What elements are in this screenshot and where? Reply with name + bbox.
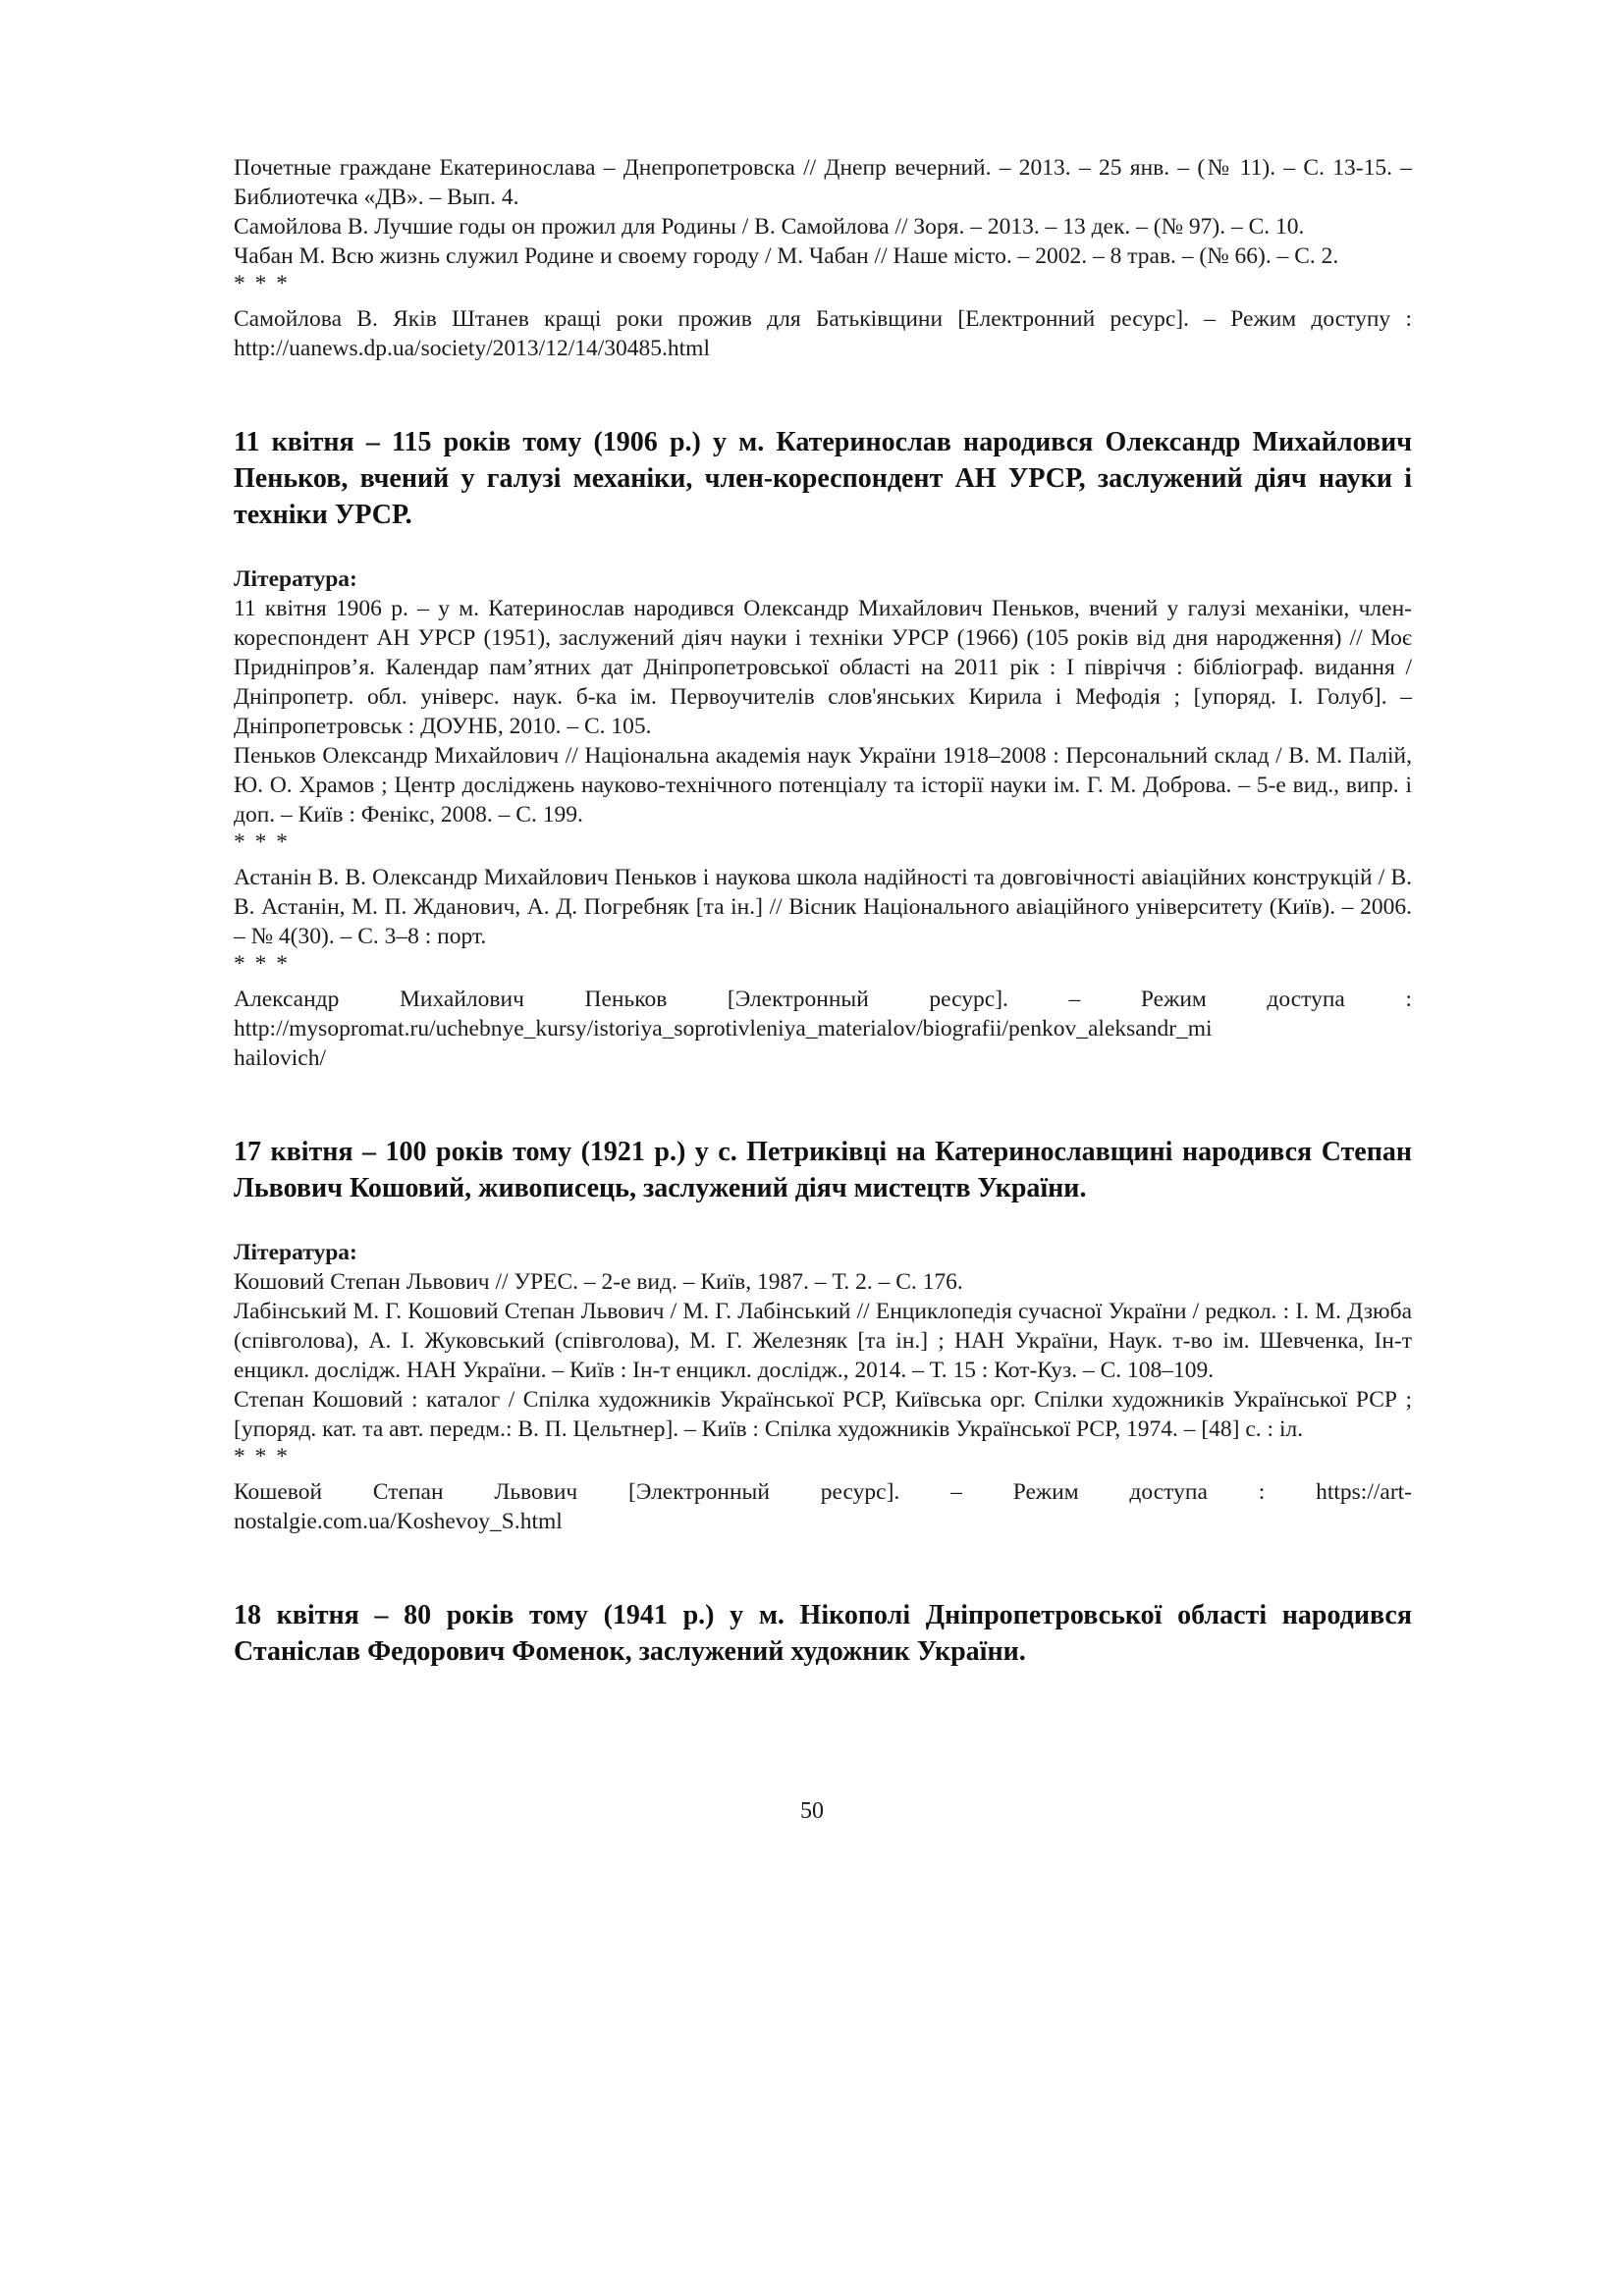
reference-entry: Чабан М. Всю жизнь служил Родине и своему городу / М. Чабан // Наше місто. – 2002. – 8 трав. – (№ 66). – С. 2. bbox=[234, 243, 1339, 269]
section-penkov bbox=[234, 424, 1412, 1073]
separator: * * * bbox=[234, 829, 290, 855]
reference-entry: Пеньков Олександр Михайлович // Національна академія наук України 1918–2008 : Персональний склад / В. М. Палій, Ю. О. Храмов ; Центр досліджень науково-технічного потенціалу та історії науки ім. Г. М. Доброва. – 5-е вид., випр. і доп. – Київ : Фенікс, 2008. – С. 199. bbox=[234, 743, 1412, 828]
separator: * * * bbox=[234, 951, 290, 977]
top-references bbox=[234, 153, 1412, 363]
web-reference-url: http://mysopromat.ru/uchebnye_kursy/istoriya_soprotivleniya_materialov/biografii/penkov_aleksandr_mi bbox=[234, 1016, 1213, 1041]
reference-entry: 11 квітня 1906 р. – у м. Катеринослав народився Олександр Михайлович Пеньков, вчений у галузі механіки, член-кореспондент АН УРСР (1951), заслужений діяч науки і техніки УРСР (1966) (105 років від дня народження) // Моє Придніпров’я. Календар пам’ятних дат Дніпропетровської області на 2011 рік : І півріччя : бібліограф. видання / Дніпропетр. обл. універс. наук. б-ка ім. Первоучителів слов'янських Кирила і Мефодія ; [упоряд. І. Голуб]. – Дніпропетровськ : ДОУНБ, 2010. – С. 105. bbox=[234, 596, 1412, 739]
reference-entry: Степан Кошовий : каталог / Спілка художників Української РСР, Київська орг. Спілки художників Української РСР ; [упоряд. кат. та авт. передм.: В. П. Цельтнер]. – Київ : Спілка художників Української РСР, 1974. – [48] с. : іл. bbox=[234, 1387, 1412, 1442]
event-heading: 17 квітня – 100 років тому (1921 р.) у с. Петриківці на Катеринославщині народився Степан Львович Кошовий, живописець, заслужений діяч мистецтв України. bbox=[234, 1137, 1412, 1203]
page-number: 50 bbox=[800, 1798, 824, 1824]
web-reference-entry: Кошевой Степан Львович [Электронный ресурс]. – Режим доступа : https://art- bbox=[234, 1479, 1412, 1505]
web-reference-url: hailovich/ bbox=[234, 1045, 326, 1071]
reference-entry: Астанін В. В. Олександр Михайлович Пеньков і наукова школа надійності та довговічності авіаційних конструкцій / В. В. Астанін, М. П. Жданович, А. Д. Погребняк [та ін.] // Вісник Національного авіаційного університету (Київ). – 2006. – № 4(30). – С. 3–8 : порт. bbox=[234, 865, 1412, 949]
section-fomenok bbox=[234, 1597, 1412, 1670]
event-heading: 11 квітня – 115 років тому (1906 р.) у м. Катеринослав народився Олександр Михайлович Пеньков, вчений у галузі механіки, член-кореспондент АН УРСР, заслужений діяч науки і техніки УРСР. bbox=[234, 427, 1412, 530]
reference-entry: Почетные граждане Екатеринослава – Днепропетровска // Днепр вечерний. – 2013. – 25 янв. – (№ 11). – С. 13-15. – Библиотечка «ДВ». – Вып. 4. bbox=[234, 155, 1412, 210]
reference-entry: Кошовий Степан Львович // УРЕС. – 2-е вид. – Київ, 1987. – Т. 2. – С. 176. bbox=[234, 1269, 963, 1295]
document-page bbox=[234, 153, 1412, 1670]
web-reference-url: nostalgie.com.ua/Koshevoy_S.html bbox=[234, 1509, 563, 1534]
reference-entry: Лабінський М. Г. Кошовий Степан Львович / М. Г. Лабінський // Енциклопедія сучасної України / редкол. : І. М. Дзюба (співголова), А. І. Жуковський (співголова), М. Г. Железняк [та ін.] ; НАН України, Наук. т-во ім. Шевченка, Ін-т енцикл. дослідж. НАН України. – Київ : Ін-т енцикл. дослідж., 2014. – Т. 15 : Кот-Куз. – С. 108–109. bbox=[234, 1299, 1412, 1383]
separator: * * * bbox=[234, 1444, 290, 1469]
separator: * * * bbox=[234, 271, 290, 296]
literature-label: Література: bbox=[234, 1240, 357, 1265]
web-reference-entry: Самойлова В. Яків Штанев кращі роки прожив для Батьківщини [Електронний ресурс]. – Режим доступу : http://uanews.dp.ua/society/2013/12/14/30485.html bbox=[234, 306, 1412, 361]
section-koshovyi bbox=[234, 1134, 1412, 1536]
literature-label: Література: bbox=[234, 566, 357, 592]
event-heading: 18 квітня – 80 років тому (1941 р.) у м. Нікополі Дніпропетровської області народився Станіслав Федорович Фоменок, заслужений художник України. bbox=[234, 1600, 1412, 1667]
reference-entry: Самойлова В. Лучшие годы он прожил для Родины / В. Самойлова // Зоря. – 2013. – 13 дек. – (№ 97). – С. 10. bbox=[234, 214, 1305, 240]
web-reference-entry: Александр Михайлович Пеньков [Электронный ресурс]. – Режим доступа : bbox=[234, 987, 1412, 1012]
